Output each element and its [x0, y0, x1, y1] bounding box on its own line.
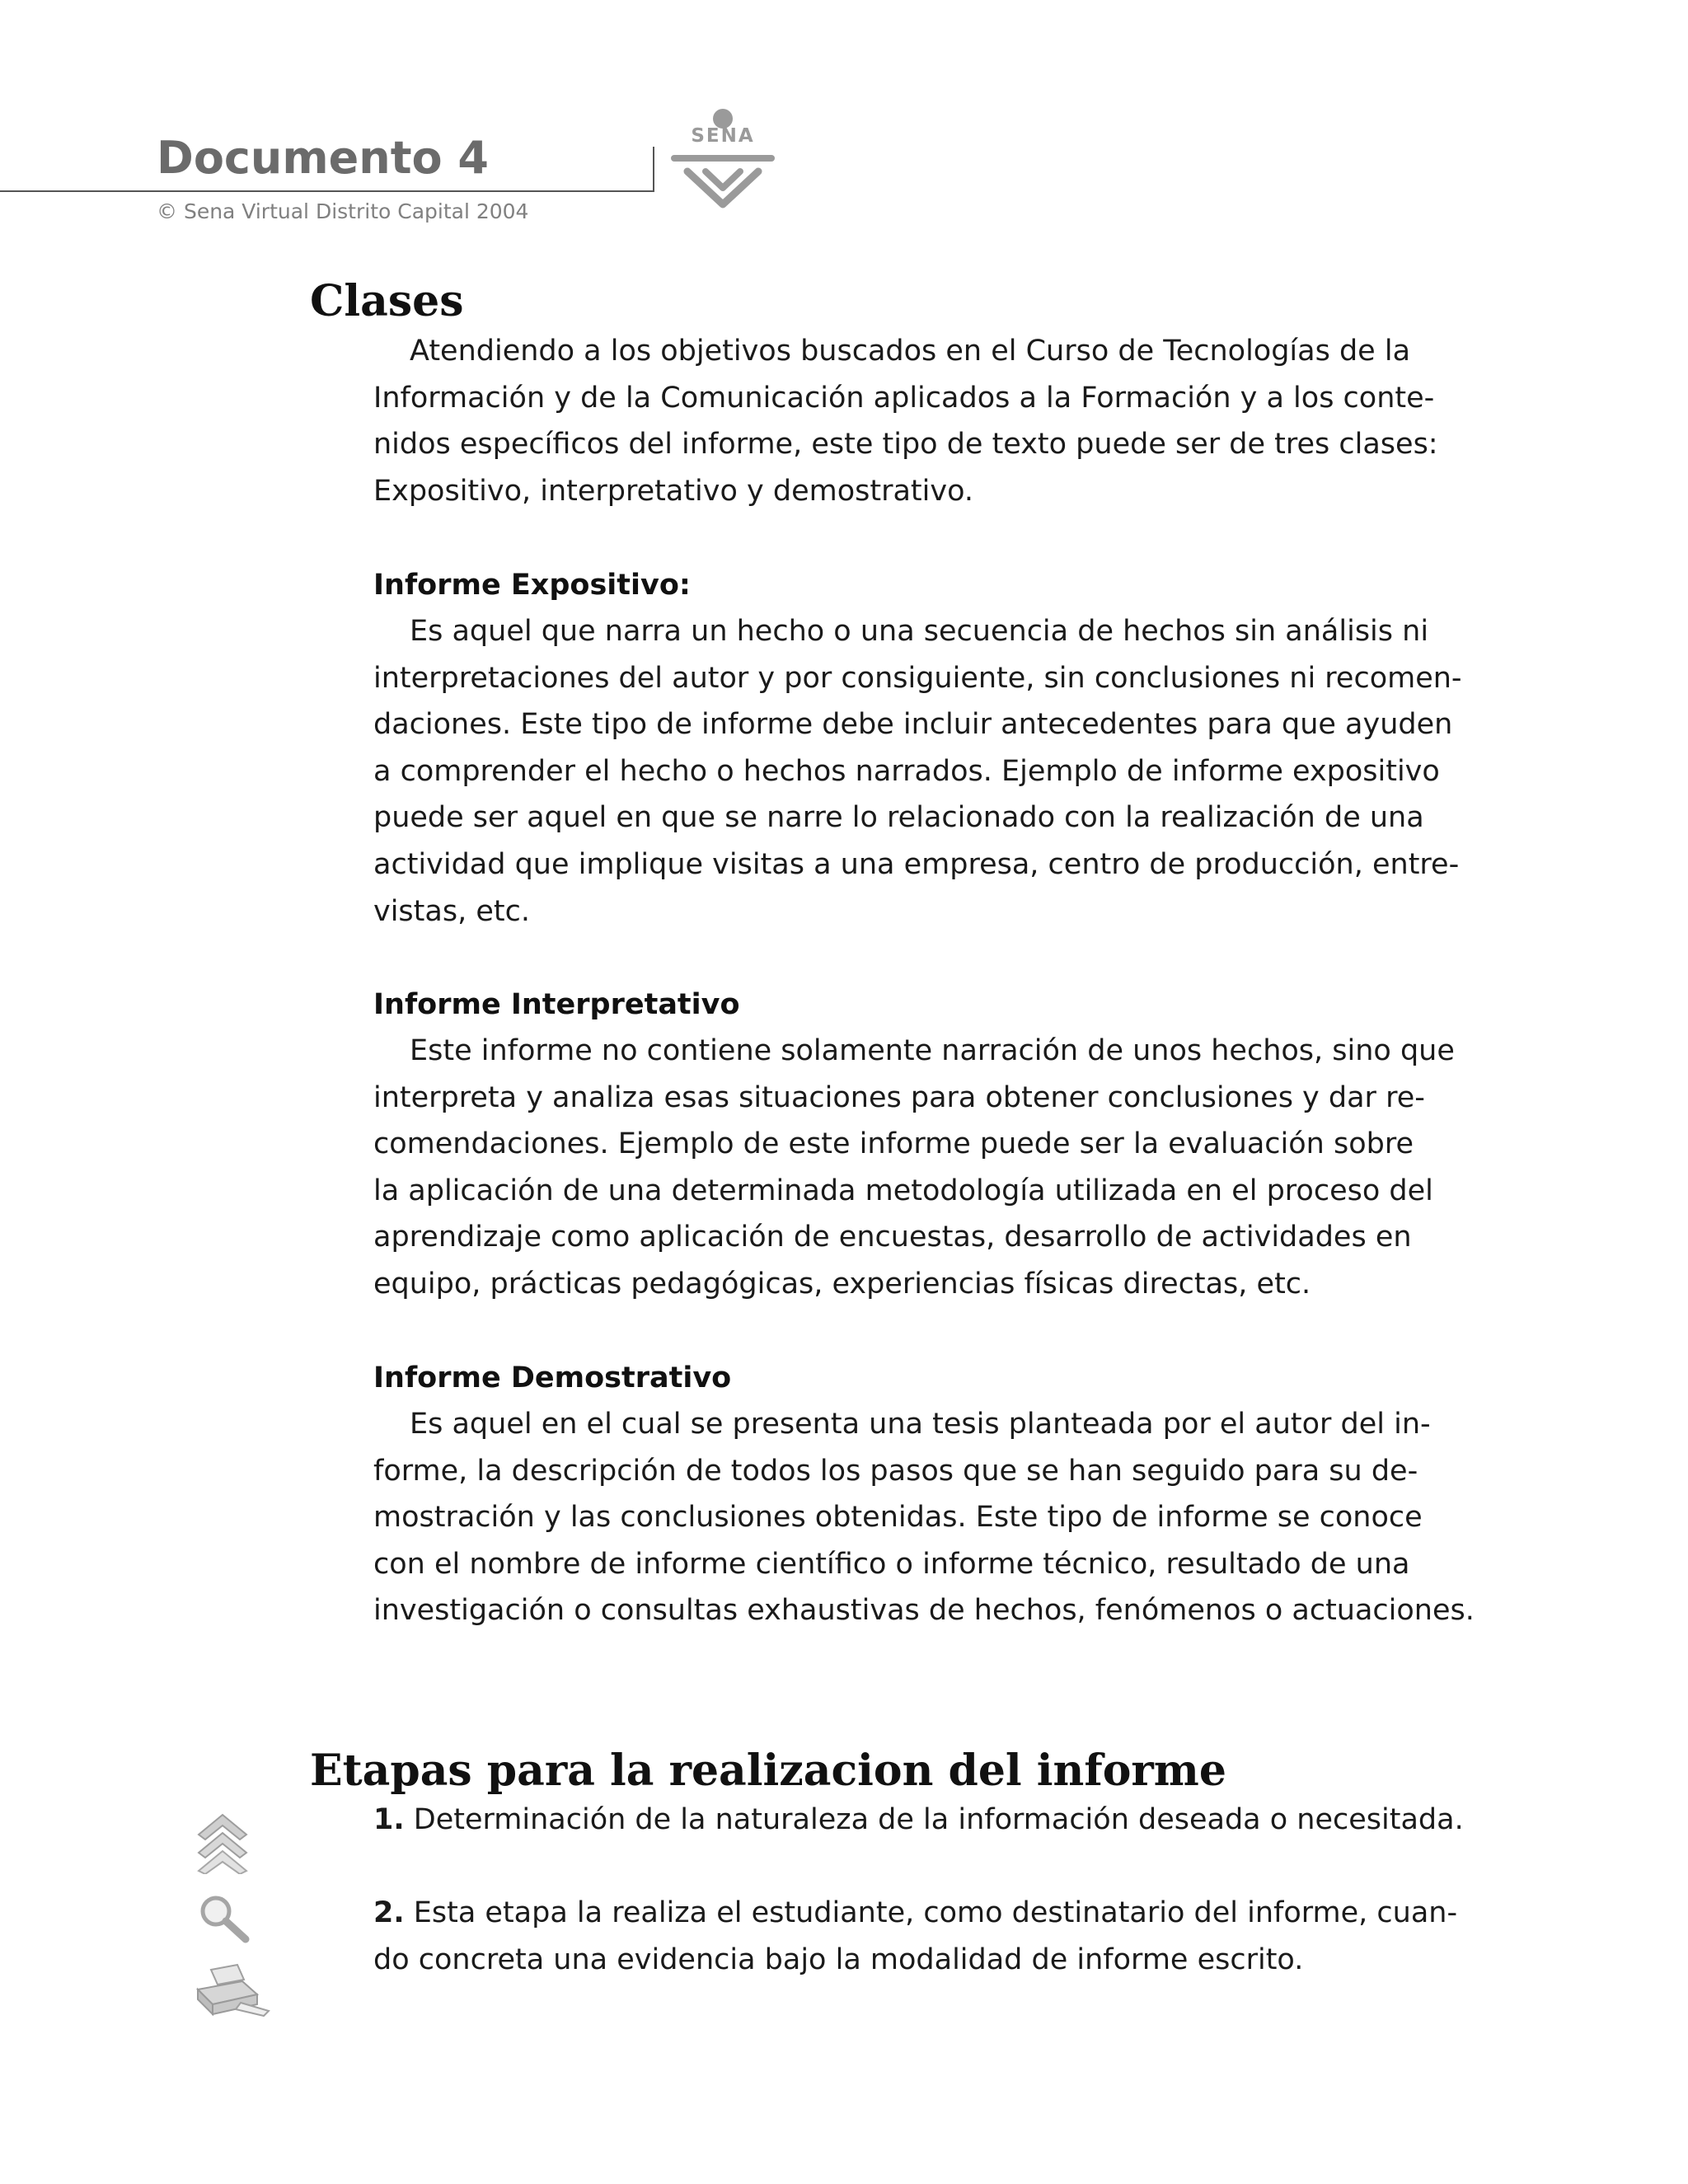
header-divider [0, 190, 653, 192]
step-text: Esta etapa la realiza el estudiante, como destinatario del informe, cuan- [404, 1896, 1458, 1929]
sena-logo-text: SENA [691, 125, 755, 147]
step-number: 1. [373, 1803, 405, 1836]
paragraph-line: aprendizaje como aplicación de encuestas, desarrollo de actividades en [373, 1221, 1412, 1254]
paragraph-line [373, 1890, 1457, 1937]
expositivo-paragraph [373, 608, 1462, 935]
section-title-clases: Clases [310, 276, 464, 326]
subheading-demostrativo: Informe Demostrativo [373, 1361, 732, 1394]
paragraph-line: mostración y las conclusiones obtenidas. Este tipo de informe se conoce [373, 1501, 1423, 1535]
document-title: Documento 4 [157, 132, 489, 184]
sena-logo-graphic [669, 107, 776, 210]
etapa-step-1 [373, 1797, 1464, 1844]
chevron-up-icon[interactable] [194, 1810, 251, 1877]
paragraph-line: Expositivo, interpretativo y demostrativo. [373, 474, 974, 508]
paragraph-line: interpreta y analiza esas situaciones para obtener conclusiones y dar re- [373, 1080, 1425, 1114]
search-icon[interactable] [196, 1893, 251, 1947]
paragraph-line: daciones. Este tipo de informe debe incluir antecedentes para que ayuden [373, 708, 1453, 742]
paragraph-line [373, 1797, 1464, 1844]
paragraph-line: do concreta una evidencia bajo la modalidad de informe escrito. [373, 1943, 1304, 1976]
subheading-interpretativo: Informe Interpretativo [373, 988, 740, 1021]
paragraph-line: Es aquel que narra un hecho o una secuencia de hechos sin análisis ni [410, 615, 1429, 648]
section-title-etapas: Etapas para la realizacion del informe [310, 1746, 1226, 1796]
paragraph-line: puede ser aquel en que se narre lo relacionado con la realización de una [373, 801, 1424, 835]
paragraph-line: equipo, prácticas pedagógicas, experiencias físicas directas, etc. [373, 1267, 1311, 1301]
paragraph-line: comendaciones. Ejemplo de este informe puede ser la evaluación sobre [373, 1127, 1414, 1161]
paragraph-line: investigación o consultas exhaustivas de hechos, fenómenos o actuaciones. [373, 1594, 1475, 1628]
paragraph-line: nidos específicos del informe, este tipo de texto puede ser de tres clases: [373, 428, 1438, 462]
header-divider-vertical [653, 147, 654, 192]
paragraph-line: Es aquel en el cual se presenta una tesis planteada por el autor del in- [410, 1408, 1431, 1441]
paragraph-line: Información y de la Comunicación aplicados a la Formación y a los conte- [373, 381, 1435, 415]
paragraph-line: actividad que implique visitas a una empresa, centro de producción, entre- [373, 847, 1460, 881]
interpretativo-paragraph [373, 1028, 1455, 1308]
etapa-step-2 [373, 1890, 1457, 1983]
clases-intro-paragraph [373, 328, 1438, 514]
copyright-notice: © Sena Virtual Distrito Capital 2004 [157, 199, 529, 223]
paragraph-line: interpretaciones del autor y por consiguiente, sin conclusiones ni recomen- [373, 661, 1462, 695]
paragraph-line: forme, la descripción de todos los pasos que se han seguido para su de- [373, 1454, 1418, 1488]
step-number: 2. [373, 1896, 405, 1929]
paragraph-line: con el nombre de informe científico o informe técnico, resultado de una [373, 1547, 1410, 1581]
paragraph-line: a comprender el hecho o hechos narrados. Ejemplo de informe expositivo [373, 754, 1440, 788]
sena-logo [669, 107, 776, 210]
paragraph-line: vistas, etc. [373, 894, 530, 928]
paragraph-line: Atendiendo a los objetivos buscados en el Curso de Tecnologías de la [410, 335, 1411, 368]
subheading-expositivo: Informe Expositivo: [373, 569, 691, 602]
paragraph-line: Este informe no contiene solamente narración de unos hechos, sino que [410, 1034, 1455, 1067]
printer-icon[interactable] [195, 1961, 275, 2022]
demostrativo-paragraph [373, 1401, 1475, 1634]
paragraph-line: la aplicación de una determinada metodología utilizada en el proceso del [373, 1174, 1433, 1207]
step-text: Determinación de la naturaleza de la información deseada o necesitada. [404, 1803, 1464, 1836]
